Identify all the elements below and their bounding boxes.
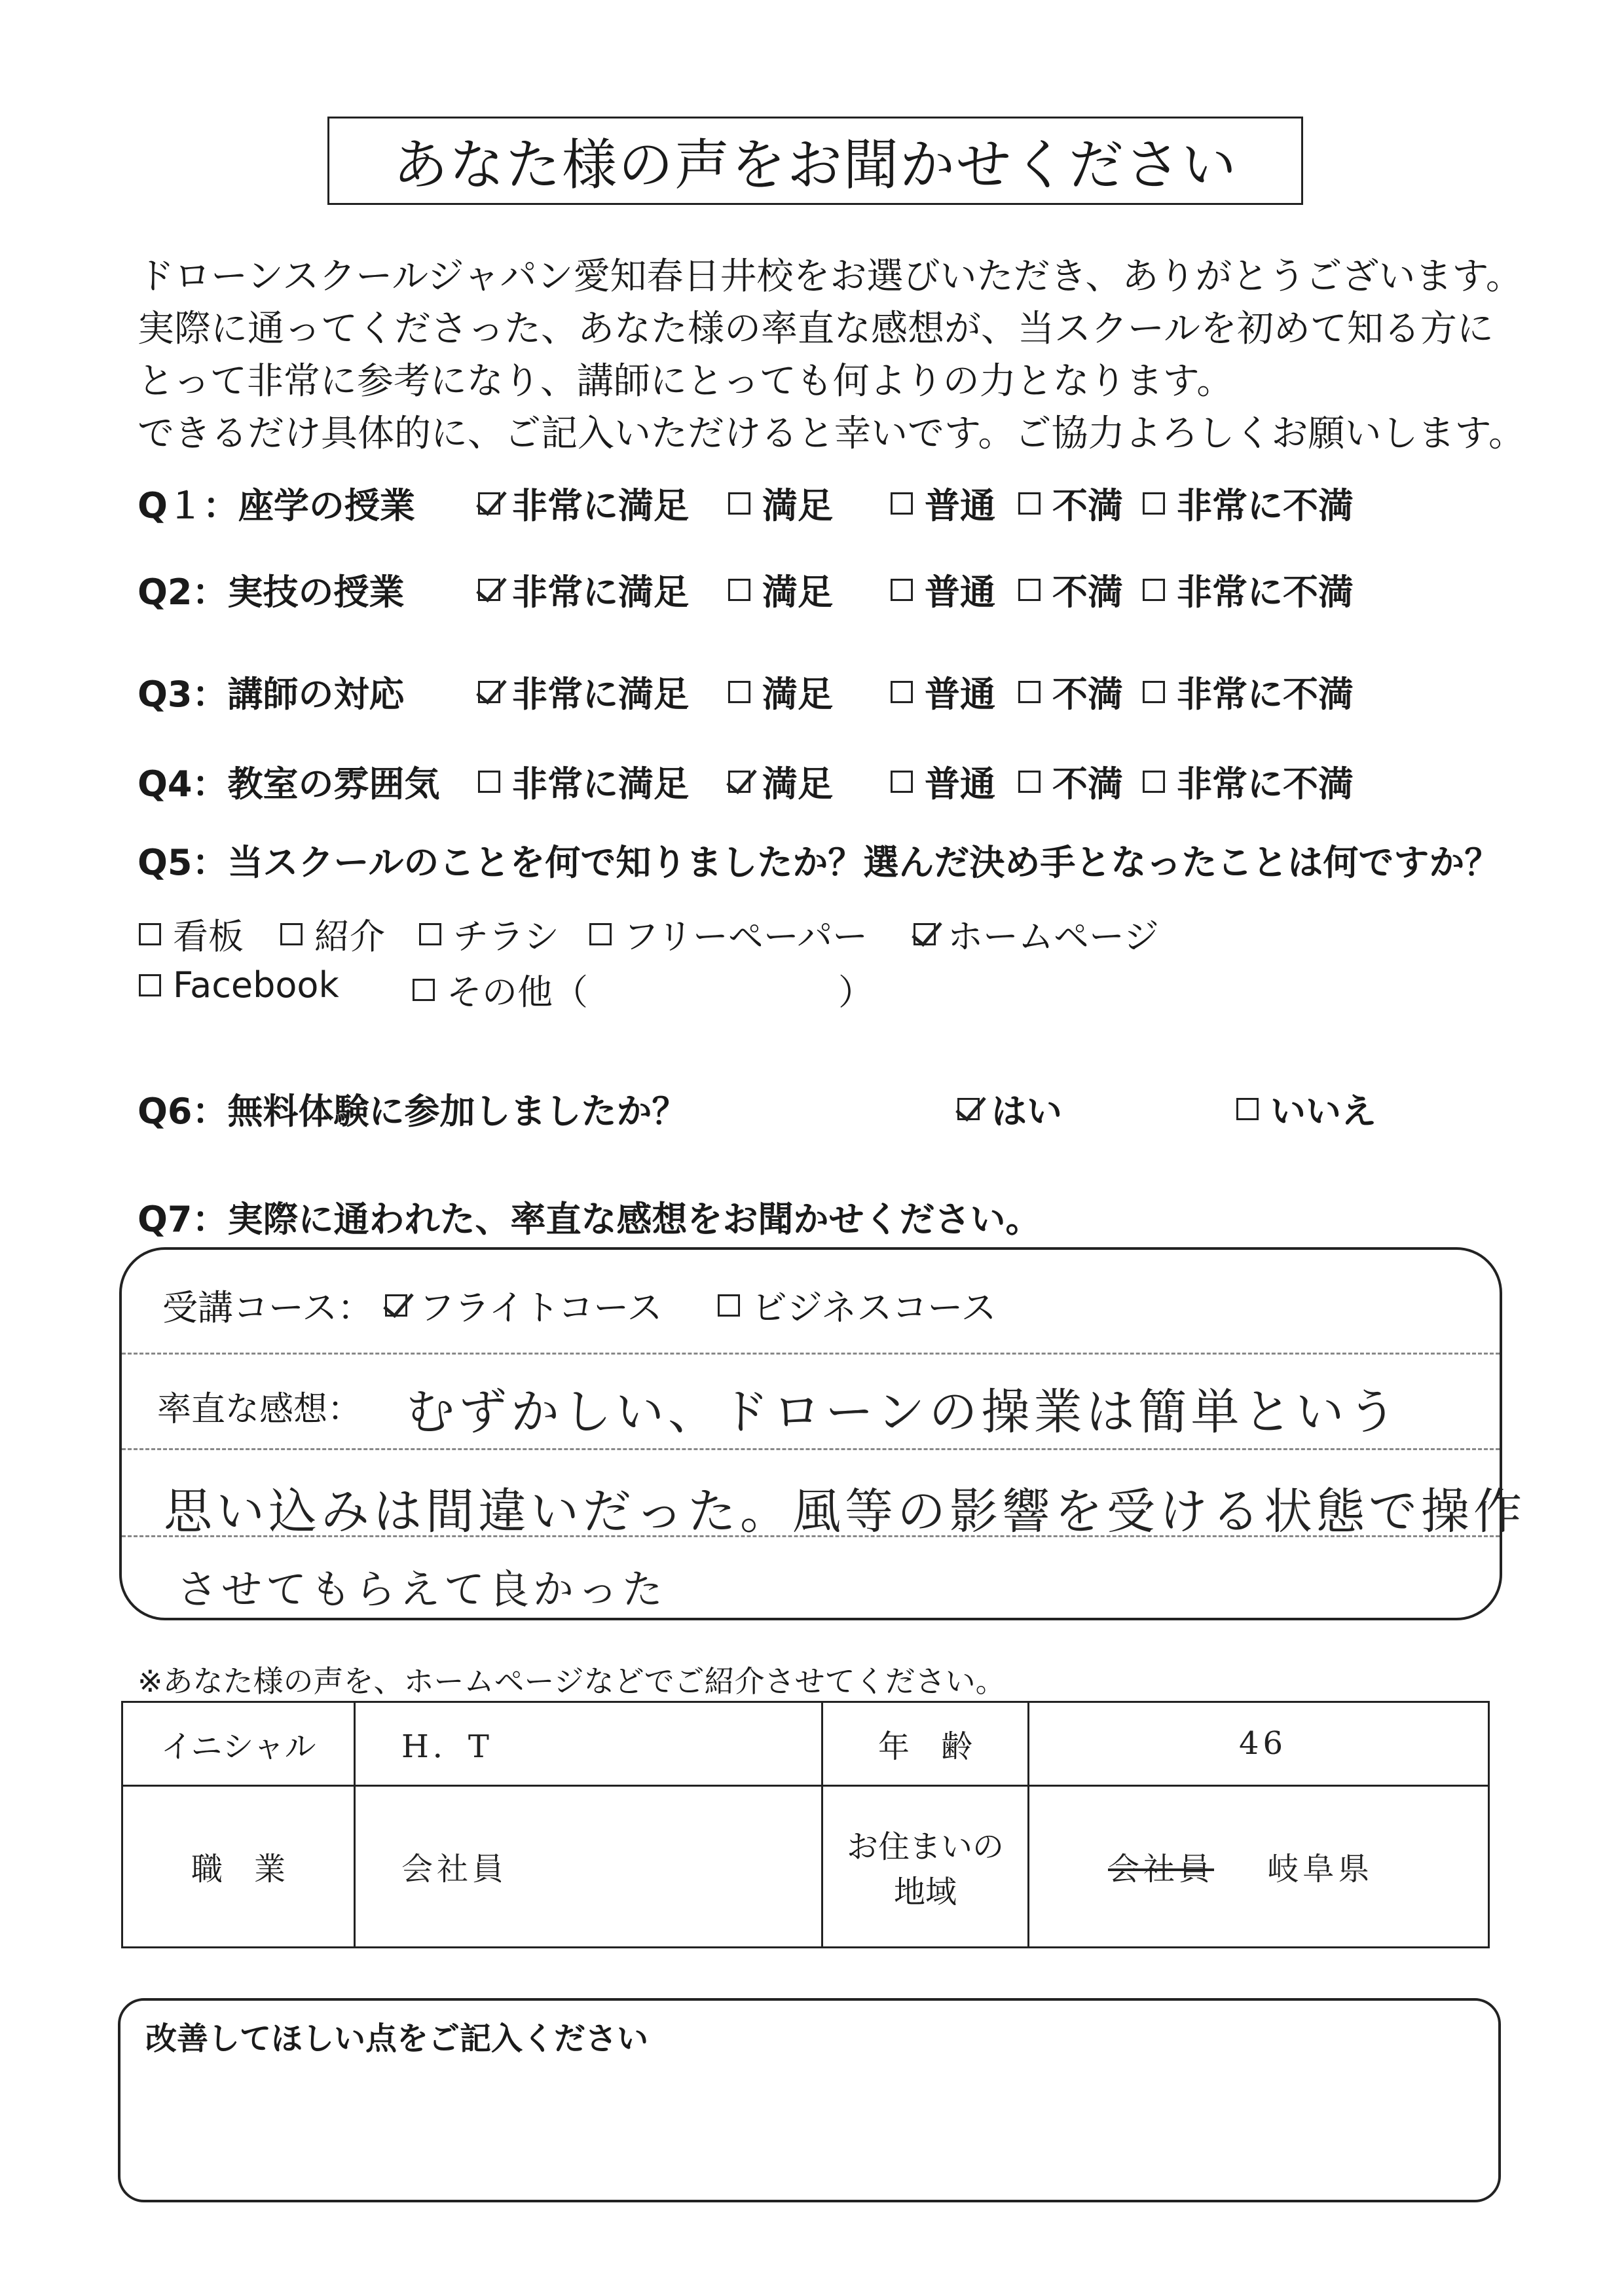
divider [122,1448,1500,1450]
rating-option-label: 非常に不満 [1177,572,1354,613]
intro-line-2: 実際に通ってくださった、あなた様の率直な感想が、当スクールを初めて知る方に [138,308,1494,350]
rating-option[interactable] [478,756,689,807]
checkbox-icon[interactable] [1143,492,1165,515]
q5-option[interactable] [139,909,244,959]
checkbox-icon[interactable] [478,771,500,793]
q5-label: Q5：当スクールのことを何で知りましたか？選んだ決め手となったことは何ですか？ [138,842,1500,883]
rating-option[interactable] [478,666,689,717]
rating-option-label: 非常に満足 [512,485,689,526]
intro-line-1: ドローンスクールジャパン愛知春日井校をお選びいただき、ありがとうございます。 [138,255,1522,298]
checkbox-icon[interactable] [280,923,303,945]
info-table [121,1701,1490,1948]
rating-question-label: Q１：座学の授業 [138,485,415,526]
checkbox-icon[interactable] [891,681,913,703]
checkbox-icon[interactable] [1236,1098,1259,1120]
q6-yes-label: はい [991,1091,1062,1132]
rating-option[interactable] [1018,666,1123,717]
q5-other-close: ） [838,972,874,1013]
rating-option-label: 非常に不満 [1177,485,1354,526]
area-label-1: お住まいの [846,1828,1004,1865]
rating-option[interactable] [1018,756,1123,807]
divider [122,1353,1500,1355]
area-value-cell [1029,1785,1489,1947]
q5-option-label: ホームページ [948,916,1159,957]
q5-option-label: フリーペーパー [623,916,868,957]
job-label: 職 業 [122,1785,355,1947]
checkbox-icon[interactable] [891,492,913,515]
checkbox-icon[interactable] [139,974,161,996]
rating-option[interactable] [1143,666,1354,717]
rating-option[interactable] [891,564,995,615]
rating-option-label: 普通 [925,674,995,715]
rating-option-label: 非常に満足 [512,674,689,715]
rating-option[interactable] [478,478,689,528]
checkbox-checked-icon[interactable] [913,923,936,945]
checkbox-icon[interactable] [413,979,435,1001]
checkbox-checked-icon[interactable] [957,1098,980,1120]
rating-question-label: Q4：教室の雰囲気 [138,763,440,805]
checkbox-icon[interactable] [1143,771,1165,793]
q7-label: Q7：実際に通われた、率直な感想をお聞かせください。 [138,1199,1041,1240]
q5-facebook-label: Facebook [173,964,339,1006]
rating-question-label: Q2：実技の授業 [138,572,405,613]
rating-option[interactable] [891,478,995,528]
intro-line-4: できるだけ具体的に、ご記入いただけると幸いです。ご協力よろしくお願いします。 [138,412,1526,455]
checkbox-icon[interactable] [891,579,913,601]
rating-option[interactable] [1143,478,1354,528]
rating-option-label: 満足 [762,572,833,613]
impression-line-1: むずかしい、ドローンの操業は簡単という [406,1384,1401,1440]
checkbox-icon[interactable] [139,923,161,945]
checkbox-checked-icon[interactable] [728,771,750,793]
rating-option-label: 満足 [762,763,833,805]
rating-option[interactable] [1018,478,1123,528]
rating-option[interactable] [728,666,833,717]
rating-option[interactable] [1143,756,1354,807]
q5-option-label: 紹介 [314,916,385,957]
job-value: 会社員 [355,1785,822,1947]
rating-option[interactable] [478,564,689,615]
rating-option[interactable] [728,564,833,615]
checkbox-icon[interactable] [1018,579,1041,601]
note-text: ※あなた様の声を、ホームページなどでご紹介させてください。 [138,1664,1006,1699]
q5-option[interactable] [589,909,868,959]
course-business[interactable] [718,1280,997,1330]
checkbox-checked-icon[interactable] [478,681,500,703]
checkbox-icon[interactable] [589,923,612,945]
checkbox-icon[interactable] [1143,579,1165,601]
initial-value: H．T [355,1702,822,1786]
checkbox-checked-icon[interactable] [478,579,500,601]
q6-no-label: いいえ [1270,1091,1376,1132]
checkbox-icon[interactable] [1018,492,1041,515]
q5-option-label: チラシ [453,916,559,957]
rating-option-label: 不満 [1052,674,1123,715]
rating-option-label: 満足 [762,485,833,526]
rating-option[interactable] [891,666,995,717]
checkbox-icon[interactable] [728,681,750,703]
impression-label: 率直な感想： [157,1390,362,1429]
q5-option[interactable] [280,909,385,959]
age-value: 46 [1029,1702,1489,1786]
checkbox-icon[interactable] [891,771,913,793]
checkbox-icon[interactable] [1018,681,1041,703]
q6-yes[interactable] [957,1084,1062,1134]
intro-line-3: とって非常に参考になり、講師にとっても何よりの力となります。 [138,360,1234,403]
page-title: あなた様の声をお聞かせください [327,117,1303,205]
rating-option[interactable] [1143,564,1354,615]
checkbox-icon[interactable] [419,923,441,945]
course-label: 受講コース： [162,1287,373,1328]
impression-line-3: させてもらえて良かった [177,1565,667,1613]
rating-option-label: 不満 [1052,485,1123,526]
area-value: 岐阜県 [1267,1851,1374,1888]
q5-option-label: 看板 [173,916,244,957]
rating-option[interactable] [1018,564,1123,615]
initial-label: イニシャル [122,1702,355,1786]
checkbox-icon[interactable] [728,579,750,601]
q5-option[interactable] [419,909,559,959]
rating-option-label: 非常に不満 [1177,674,1354,715]
rating-option-label: 非常に不満 [1177,763,1354,805]
q5-option[interactable] [913,909,1159,959]
rating-option-label: 不満 [1052,572,1123,613]
area-label [822,1785,1029,1947]
rating-option-label: 非常に満足 [512,763,689,805]
q6-no[interactable] [1236,1084,1376,1134]
q5-option-other[interactable] [413,964,588,1015]
q5-other-label: その他（ [447,972,588,1013]
checkbox-icon[interactable] [718,1294,740,1317]
checkbox-icon[interactable] [1018,771,1041,793]
q5-option-facebook[interactable] [139,964,339,1006]
rating-option[interactable] [891,756,995,807]
course-flight[interactable] [385,1280,663,1330]
course-business-label: ビジネスコース [752,1287,997,1328]
course-flight-label: フライトコース [419,1287,663,1328]
rating-option-label: 普通 [925,485,995,526]
checkbox-checked-icon[interactable] [385,1294,407,1317]
rating-option-label: 不満 [1052,763,1123,805]
q6-label: Q6：無料体験に参加しましたか？ [138,1091,688,1132]
rating-option-label: 普通 [925,763,995,805]
rating-option-label: 非常に満足 [512,572,689,613]
rating-option-label: 普通 [925,572,995,613]
rating-option[interactable] [728,478,833,528]
improve-label: 改善してほしい点をご記入ください [145,2020,649,2057]
area-struck-text: 会社員 [1108,1851,1215,1888]
rating-option[interactable] [728,756,833,807]
rating-question-label: Q3：講師の対応 [138,674,405,715]
checkbox-icon[interactable] [1143,681,1165,703]
divider [122,1535,1500,1537]
rating-option-label: 満足 [762,674,833,715]
age-label: 年 齢 [822,1702,1029,1786]
checkbox-checked-icon[interactable] [478,492,500,515]
checkbox-icon[interactable] [728,492,750,515]
area-label-2: 地域 [893,1873,957,1910]
impression-line-2: 思い込みは間違いだった。風等の影響を受ける状態で操作 [164,1484,1526,1540]
